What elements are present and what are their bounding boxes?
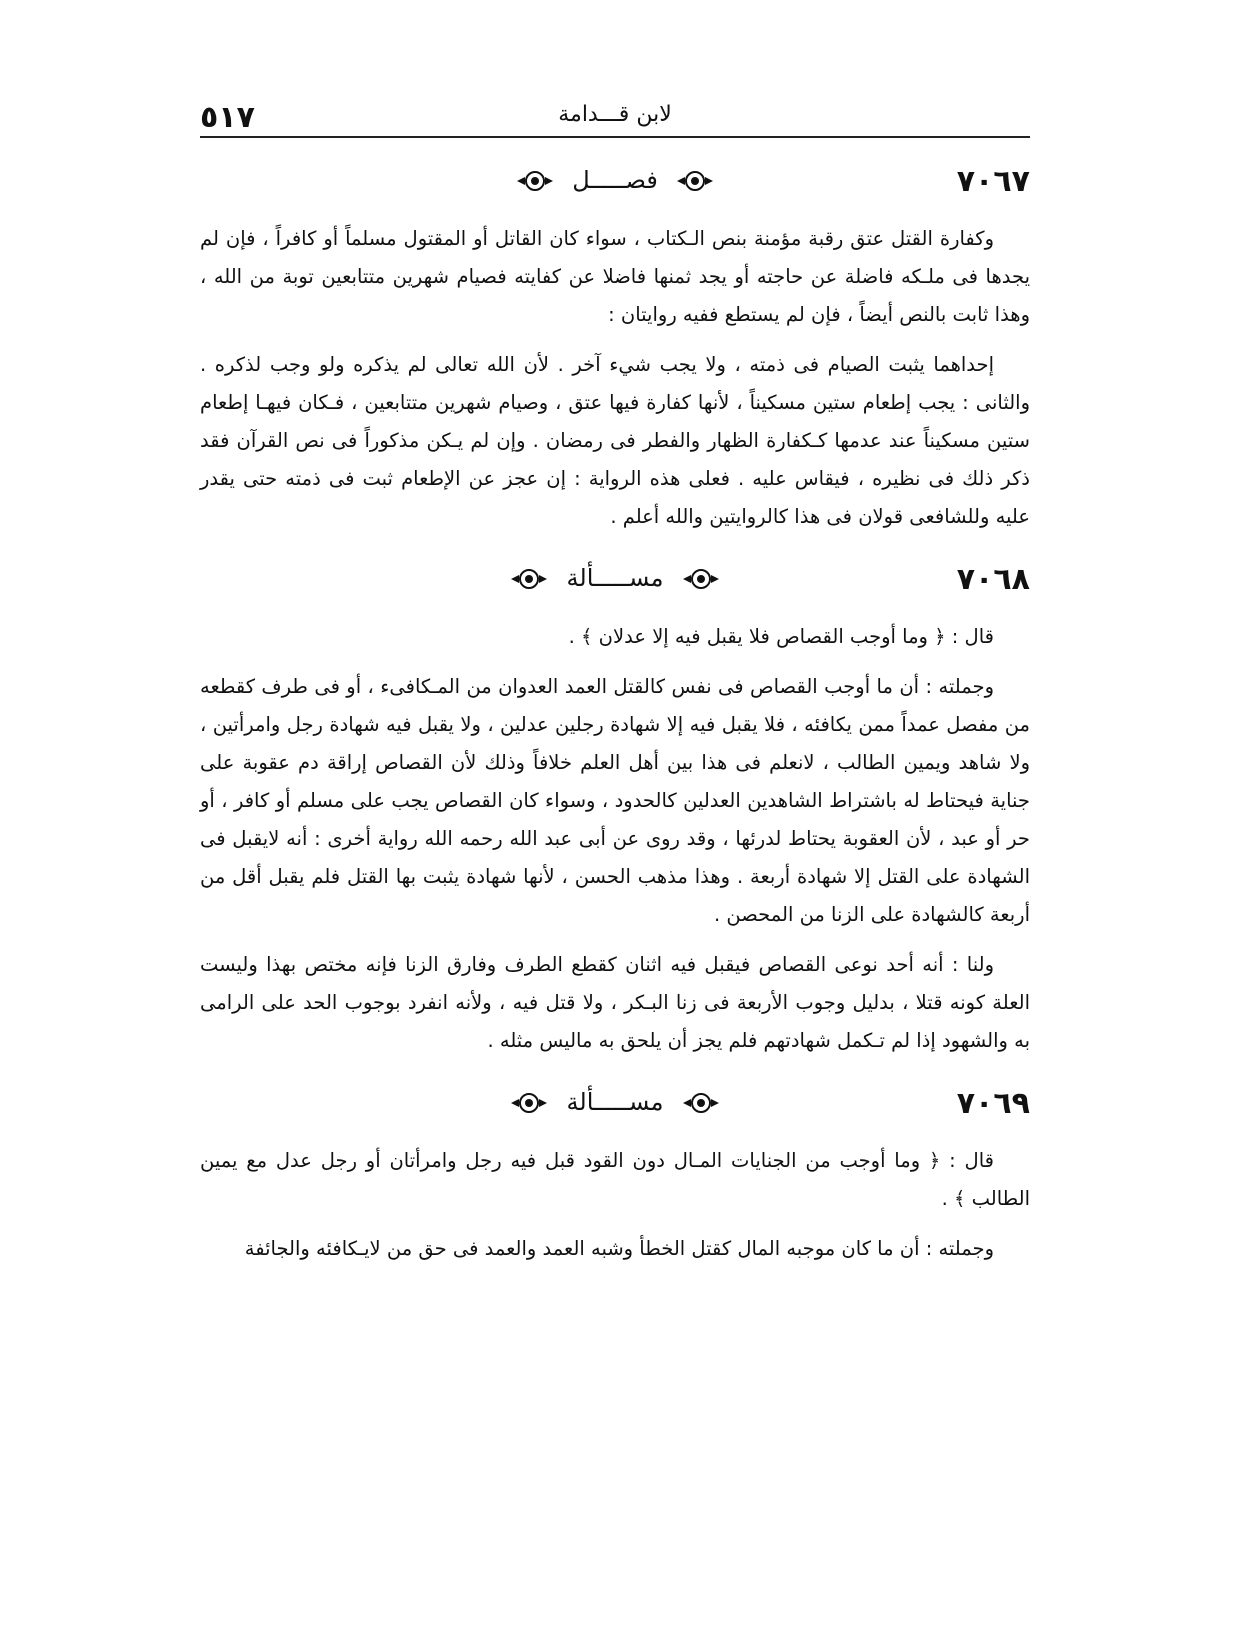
paragraph: ولنا : أنه أحد نوعى القصاص فيقبل فيه اثنان كقطع الطرف وفارق الزنا فإنه مختص بهذا وليست العلة كونه قتلا ، بدليل وجوب الأربعة فى زنا البـكر ، ولا قتل فيه ، ولأنه انفرد بوجوب الحد على الرامى به والشهود إذا لم تـكمل شهادتهم فلم يجز أن يلحق به ماليس مثله . [200, 953, 1030, 1052]
ornament-icon [509, 567, 549, 591]
section-title-line [200, 166, 1030, 194]
section-heading [200, 158, 1030, 214]
section-title-line [200, 1088, 1030, 1116]
page-header [200, 96, 1030, 138]
ornament-icon [509, 1091, 549, 1115]
paragraph: إحداهما يثبت الصيام فى ذمته ، ولا يجب شيء آخر . لأن الله تعالى لم يذكره ولو وجب لذكره . والثانى : يجب إطعام ستين مسكيناً ، لأنها كفارة فيها عتق ، وصيام شهرين متتابعين ، فـكان فيهـا إطعام ستين مسكيناً عند عدمها كـكفارة الظهار والفطر فى رمضان . وإن لم يـكن مذكوراً فى نص القرآن فقد ذكر ذلك فى نظيره ، فيقاس عليه . فعلى هذه الرواية : إن عجز عن الإطعام ثبت فى ذمته حتى يقدر عليه وللشافعى قولان فى هذا كالروايتين والله أعلم . [200, 353, 1030, 528]
ornament-icon [681, 567, 721, 591]
paragraph: وجملته : أن ما كان موجبه المال كقتل الخطأ وشبه العمد والعمد فى حق من لايـكافئه والجائفة [244, 1237, 994, 1260]
section-body [200, 1142, 1030, 1268]
section-number: ٧٠٦٧ [956, 164, 1030, 199]
section-title: مســـــألة [566, 564, 664, 592]
ornament-icon [681, 1091, 721, 1115]
book-page [200, 96, 1030, 1268]
running-title: لابن قـــدامة [558, 102, 672, 127]
section-body [200, 618, 1030, 1060]
section-heading [200, 556, 1030, 612]
paragraph: وجملته : أن ما أوجب القصاص فى نفس كالقتل العمد العدوان من المـكافىء ، أو فى طرف كقطعه من مفصل عمداً ممن يكافئه ، فلا يقبل فيه إلا شهادة رجلين عدلين ، ولا يقبل فيه شهادة رجل وامرأتين ، ولا شاهد ويمين الطالب ، لانعلم فى هذا بين أهل العلم خلافاً وذلك لأن القصاص إراقة دم عقوبة على جناية فيحتاط له باشتراط الشاهدين العدلين كالحدود ، وسواء كان القصاص يجب على مسلم أو كافر ، أو حر أو عبد ، لأن العقوبة يحتاط لدرئها ، وقد روى عن أبى عبد الله رحمه الله رواية أخرى : أنه لايقبل فى الشهادة على القتل إلا شهادة أربعة . وهذا مذهب الحسن ، لأنها شهادة يثبت بها القتل فلم يقبل أقل من أربعة كالشهادة على الزنا من المحصن . [200, 675, 1030, 926]
paragraph: وكفارة القتل عتق رقبة مؤمنة بنص الـكتاب ، سواء كان القاتل أو المقتول مسلماً أو كافراً ، فإن لم يجدها فى ملـكه فاضلة عن حاجته أو يجد ثمنها فاضلا عن كفايته فصيام شهرين متتابعين توبة من الله ، وهذا ثابت بالنص أيضاً ، فإن لم يستطع ففيه روايتان : [200, 227, 1030, 326]
paragraph: قال : ﴿ وما أوجب من الجنايات المـال دون القود قبل فيه رجل وامرأتان أو رجل عدل مع يمين الطالب ﴾ . [200, 1149, 1030, 1210]
ornament-icon [515, 169, 555, 193]
section-number: ٧٠٦٩ [956, 1086, 1030, 1121]
paragraph: قال : ﴿ وما أوجب القصاص فلا يقبل فيه إلا عدلان ﴾ . [568, 625, 994, 648]
ornament-icon [675, 169, 715, 193]
page-number: ٥١٧ [200, 100, 255, 135]
section-title-line [200, 564, 1030, 592]
section-title: فصـــــل [572, 166, 658, 194]
section-heading [200, 1080, 1030, 1136]
section-body [200, 220, 1030, 536]
section-number: ٧٠٦٨ [956, 562, 1030, 597]
section-title: مســـــألة [566, 1088, 664, 1116]
